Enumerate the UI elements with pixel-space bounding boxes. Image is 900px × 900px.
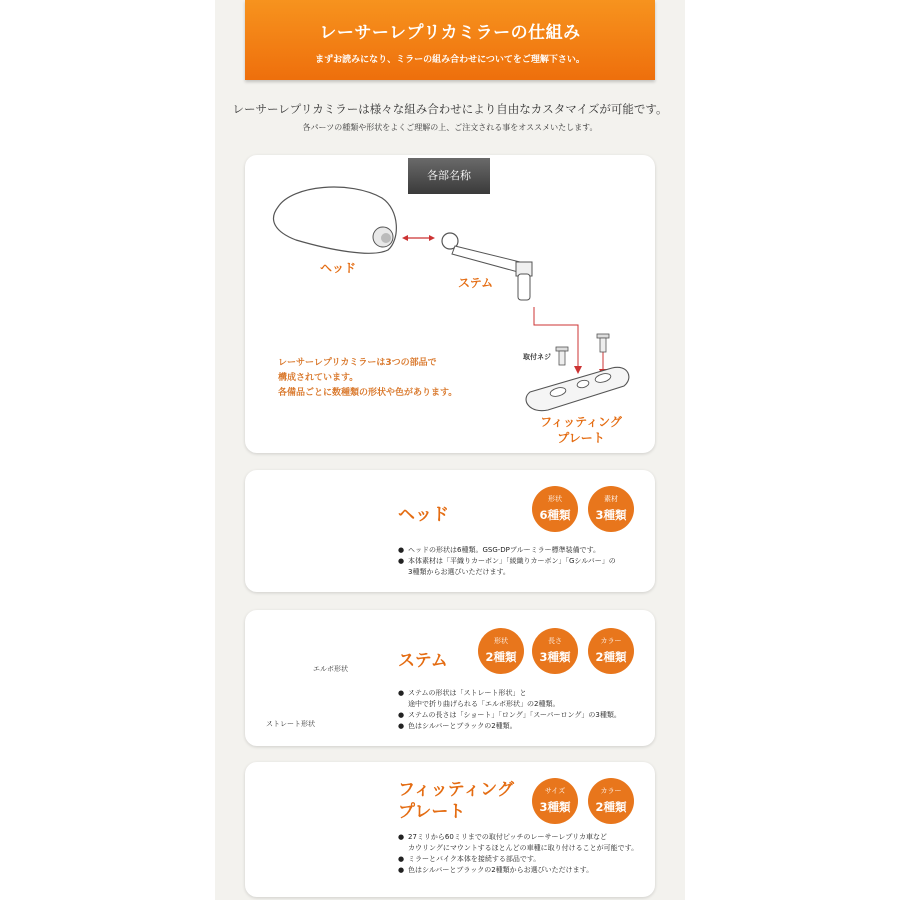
head-title: ヘッド [398, 505, 449, 525]
intro-subtext: 各パーツの種類や形状をよくご理解の上、ご注文される事をオススメいたします。 [302, 123, 598, 132]
stem-label: ステム [458, 276, 494, 290]
parts-names-tab: 各部名称 [408, 158, 490, 194]
plate-label: フィッティング プレート [540, 415, 622, 445]
banner-title: レーサーレプリカミラーの仕組み [319, 23, 581, 43]
size-badge: サイズ 3種類 [532, 778, 578, 824]
connect-arrow-icon [402, 235, 435, 241]
stem-title: ステム [398, 651, 448, 671]
banner-subtitle: まずお読みになり、ミラーの組み合わせについてをご理解下さい。 [315, 55, 585, 65]
shape-badge: 形状 6種類 [532, 486, 578, 532]
head-bullets: ● ヘッドの形状は6種類。GSG-DPブルーミラー標準装備です。 ● 本体素材は「平織りカーボン」「綾織りカーボン」「Gシルバー」の 3種類からお選びいただけます。 [398, 545, 616, 578]
head-label: ヘッド [320, 261, 357, 275]
head-illustration [274, 187, 397, 253]
color-badge: カラー 2種類 [588, 778, 634, 824]
shape-badge: 形状 2種類 [478, 628, 524, 674]
color-badge: カラー 2種類 [588, 628, 634, 674]
plate-title: フィッティング プレート [398, 780, 514, 822]
plate-bullets: ● 27ミリから60ミリまでの取付ピッチのレーサーレプリカ車など カウリングにマウントするほとんどの車種に取り付けることが可能です。 ● ミラーとバイク本体を接続する部品です。 ● 色はシルバーとブラックの2種類からお選びいただけます。 [398, 832, 638, 876]
screw-label: 取付ネジ [523, 353, 551, 361]
material-badge: 素材 3種類 [588, 486, 634, 532]
length-badge: 長さ 3種類 [532, 628, 578, 674]
stem-bullets: ● ステムの形状は「ストレート形状」と 途中で折り曲げられる「エルボ形状」の2種類。 ● ステムの長さは「ショート」「ロング」「スーパーロング」の3種類。 ● 色はシルバーとブラックの2種類。 [398, 688, 621, 732]
fitting-plate-illustration [526, 367, 629, 410]
intro-text: レーサーレプリカミラーは様々な組み合わせにより自由なカスタマイズが可能です。 [232, 102, 668, 116]
straight-label: ストレート形状 [266, 720, 315, 728]
overview-description: レーサーレプリカミラーは3つの部品で 構成されています。 各備品ごとに数種類の形状や色があります。 [278, 358, 458, 398]
screw-icon [556, 334, 609, 365]
elbow-label: エルボ形状 [313, 665, 348, 673]
